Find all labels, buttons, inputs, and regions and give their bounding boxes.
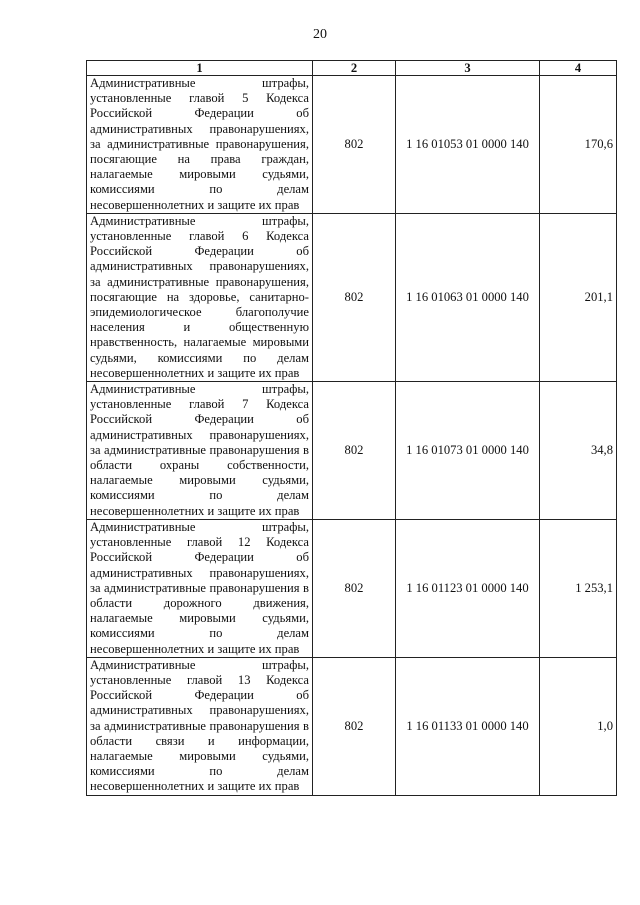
row-amount: 170,6 (540, 76, 617, 214)
row-budget-classification-code: 1 16 01063 01 0000 140 (396, 213, 540, 381)
row-admin-code: 802 (313, 213, 396, 381)
table-row (87, 76, 617, 214)
row-budget-classification-code: 1 16 01053 01 0000 140 (396, 76, 540, 214)
table-header-row (87, 61, 617, 76)
table-row (87, 213, 617, 381)
row-admin-code: 802 (313, 76, 396, 214)
row-amount: 201,1 (540, 213, 617, 381)
revenue-table (86, 60, 617, 796)
row-amount: 34,8 (540, 382, 617, 520)
column-header-3: 3 (396, 61, 540, 76)
row-amount: 1 253,1 (540, 519, 617, 657)
table-row (87, 657, 617, 795)
row-budget-classification-code: 1 16 01073 01 0000 140 (396, 382, 540, 520)
page-number: 20 (313, 27, 327, 42)
table-row (87, 382, 617, 520)
table-row (87, 519, 617, 657)
row-admin-code: 802 (313, 382, 396, 520)
row-budget-classification-code: 1 16 01123 01 0000 140 (396, 519, 540, 657)
row-amount: 1,0 (540, 657, 617, 795)
row-description: Административные штрафы, установленные главой 6 Кодекса Российской Федерации об административных правонарушениях, за административные правонарушения, посягающие на здоровье, санитарно-эпидемиологическое благополучие населения и общественную нравственность, налагаемые мировыми судьями, комиссиями по делам несовершеннолетних и защите их прав (87, 213, 313, 381)
row-admin-code: 802 (313, 657, 396, 795)
column-header-1: 1 (87, 61, 313, 76)
row-admin-code: 802 (313, 519, 396, 657)
row-budget-classification-code: 1 16 01133 01 0000 140 (396, 657, 540, 795)
row-description: Административные штрафы, установленные главой 5 Кодекса Российской Федерации об административных правонарушениях, за административные правонарушения, посягающие на права граждан, налагаемые мировыми судьями, комиссиями по делам несовершеннолетних и защите их прав (87, 76, 313, 214)
row-description: Административные штрафы, установленные главой 7 Кодекса Российской Федерации об административных правонарушениях, за административные правонарушения в области охраны собственности, налагаемые мировыми судьями, комиссиями по делам несовершеннолетних и защите их прав (87, 382, 313, 520)
row-description: Административные штрафы, установленные главой 12 Кодекса Российской Федерации об административных правонарушениях, за административные правонарушения в области дорожного движения, налагаемые мировыми судьями, комиссиями по делам несовершеннолетних и защите их прав (87, 519, 313, 657)
column-header-4: 4 (540, 61, 617, 76)
row-description: Административные штрафы, установленные главой 13 Кодекса Российской Федерации об административных правонарушениях, за административные правонарушения в области связи и информации, налагаемые мировыми судьями, комиссиями по делам несовершеннолетних и защите их прав (87, 657, 313, 795)
column-header-2: 2 (313, 61, 396, 76)
